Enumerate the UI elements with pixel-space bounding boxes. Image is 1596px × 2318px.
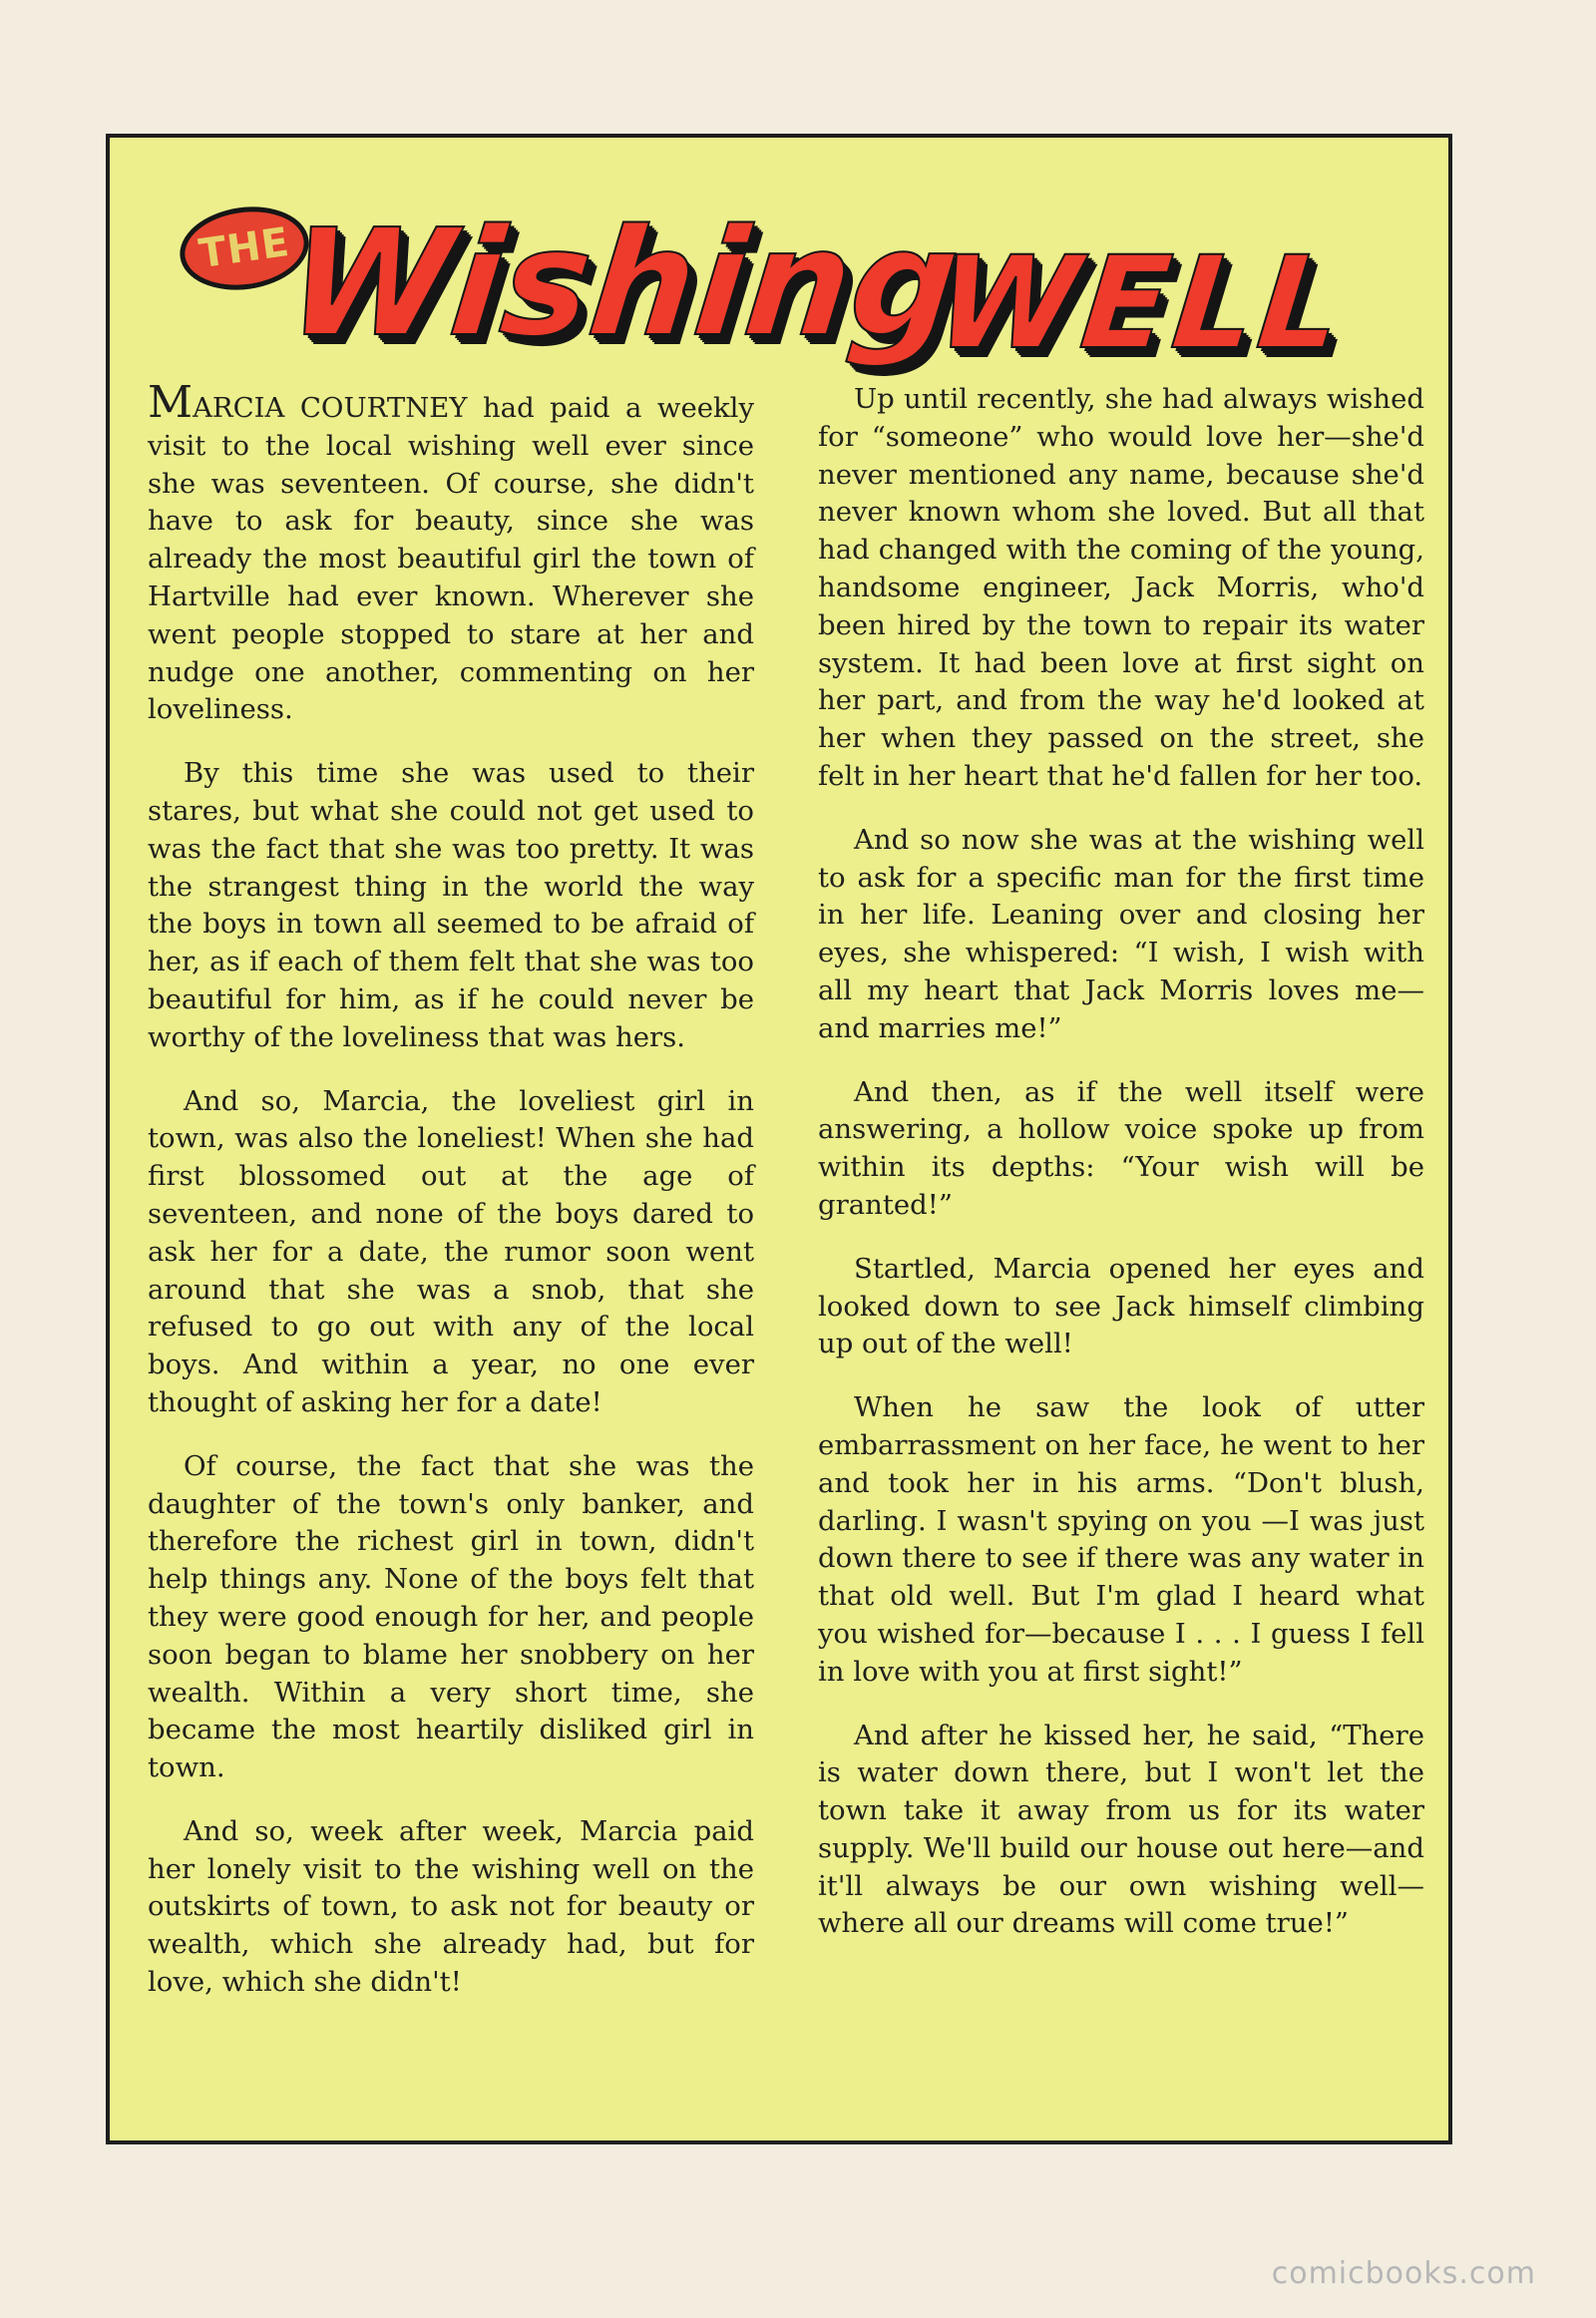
title-well: WELL [930, 229, 1353, 378]
paragraph-text: ARCIA COURTNEY had paid a weekly visit to the local wishing well ever since she was seventeen. Of course, she didn't have to ask for beauty, since she was already the most beautiful girl the town of Hartville had ever known. Wherever she went people stopped to stare at her and nudge one another, commenting on her loveliness. [148, 392, 754, 726]
source-watermark: comicbooks.com [1271, 2256, 1536, 2291]
paragraph: Startled, Marcia opened her eyes and looked down to see Jack himself climbing up out of the well! [818, 1252, 1424, 1360]
paragraph: And then, as if the well itself were answering, a hollow voice spoke up from within its depths: “Your wish will be granted!” [818, 1075, 1424, 1221]
paragraph: When he saw the look of utter embarrassment on her face, he went to her and took her in his arms. “Don't blush, darling. I wasn't spying on you —I was just down there to see if there was any water in that old well. But I'm glad I heard what you wished for—because I . . . I guess I fell in love with you at first sight!” [818, 1391, 1424, 1688]
story-title [170, 168, 1396, 378]
paragraph: And so, Marcia, the loveliest girl in town, was also the loneliest! When she had first blossomed out at the age of seventeen, and none of the boys dared to ask her for a date, the rumor soon went around that she was a snob, that she refused to go out with any of the local boys. And within a year, no one ever thought of asking her for a date! [148, 1084, 754, 1418]
paragraph: By this time she was used to their stares, but what she could not get used to was the fact that she was too pretty. It was the strangest thing in the world the way the boys in town all seemed to be afraid of her, as if each of them felt that she was too beautiful for him, as if he could never be worthy of the loveliness that was hers. [148, 757, 754, 1053]
paragraph: And after he kissed her, he said, “There is water down there, but I won't let the town take it away from us for its water supply. We'll build our house out here—and it'll always be our own wishing well—where all our dreams will come true!” [818, 1719, 1424, 1940]
left-column [148, 377, 754, 2028]
title-wishing: Wishing [279, 197, 967, 369]
paragraph: Up until recently, she had always wished for “someone” who would love her—she'd never mentioned any name, because she'd never known whom she loved. But all that had changed with the coming of the young, handsome engineer, Jack Morris, who'd been hired by the town to repair its water system. It had been love at first sight on her part, and from the way he'd looked at her when they passed on the street, she felt in her heart that he'd fallen for her too. [818, 383, 1424, 792]
drop-cap: M [148, 377, 194, 428]
paragraph: And so now she was at the wishing well to ask for a specific man for the first time in her life. Leaning over and closing her eyes, she whispered: “I wish, I wish with all my heart that Jack Morris loves me—and marries me!” [818, 823, 1424, 1044]
title-the-badge: THE [175, 198, 314, 297]
paragraph: And so, week after week, Marcia paid her lonely visit to the wishing well on the outskirts of town, to ask not for beauty or wealth, which she already had, but for love, which she didn't! [148, 1814, 754, 1999]
paragraph [148, 377, 754, 729]
story-panel [106, 134, 1452, 2144]
paragraph: Of course, the fact that she was the daughter of the town's only banker, and therefore the richest girl in town, didn't help things any. None of the boys felt that they were good enough for her, and people soon began to blame her snobbery on her wealth. Within a very short time, she became the most heartily disliked girl in town. [148, 1449, 754, 1784]
right-column [818, 381, 1424, 1969]
